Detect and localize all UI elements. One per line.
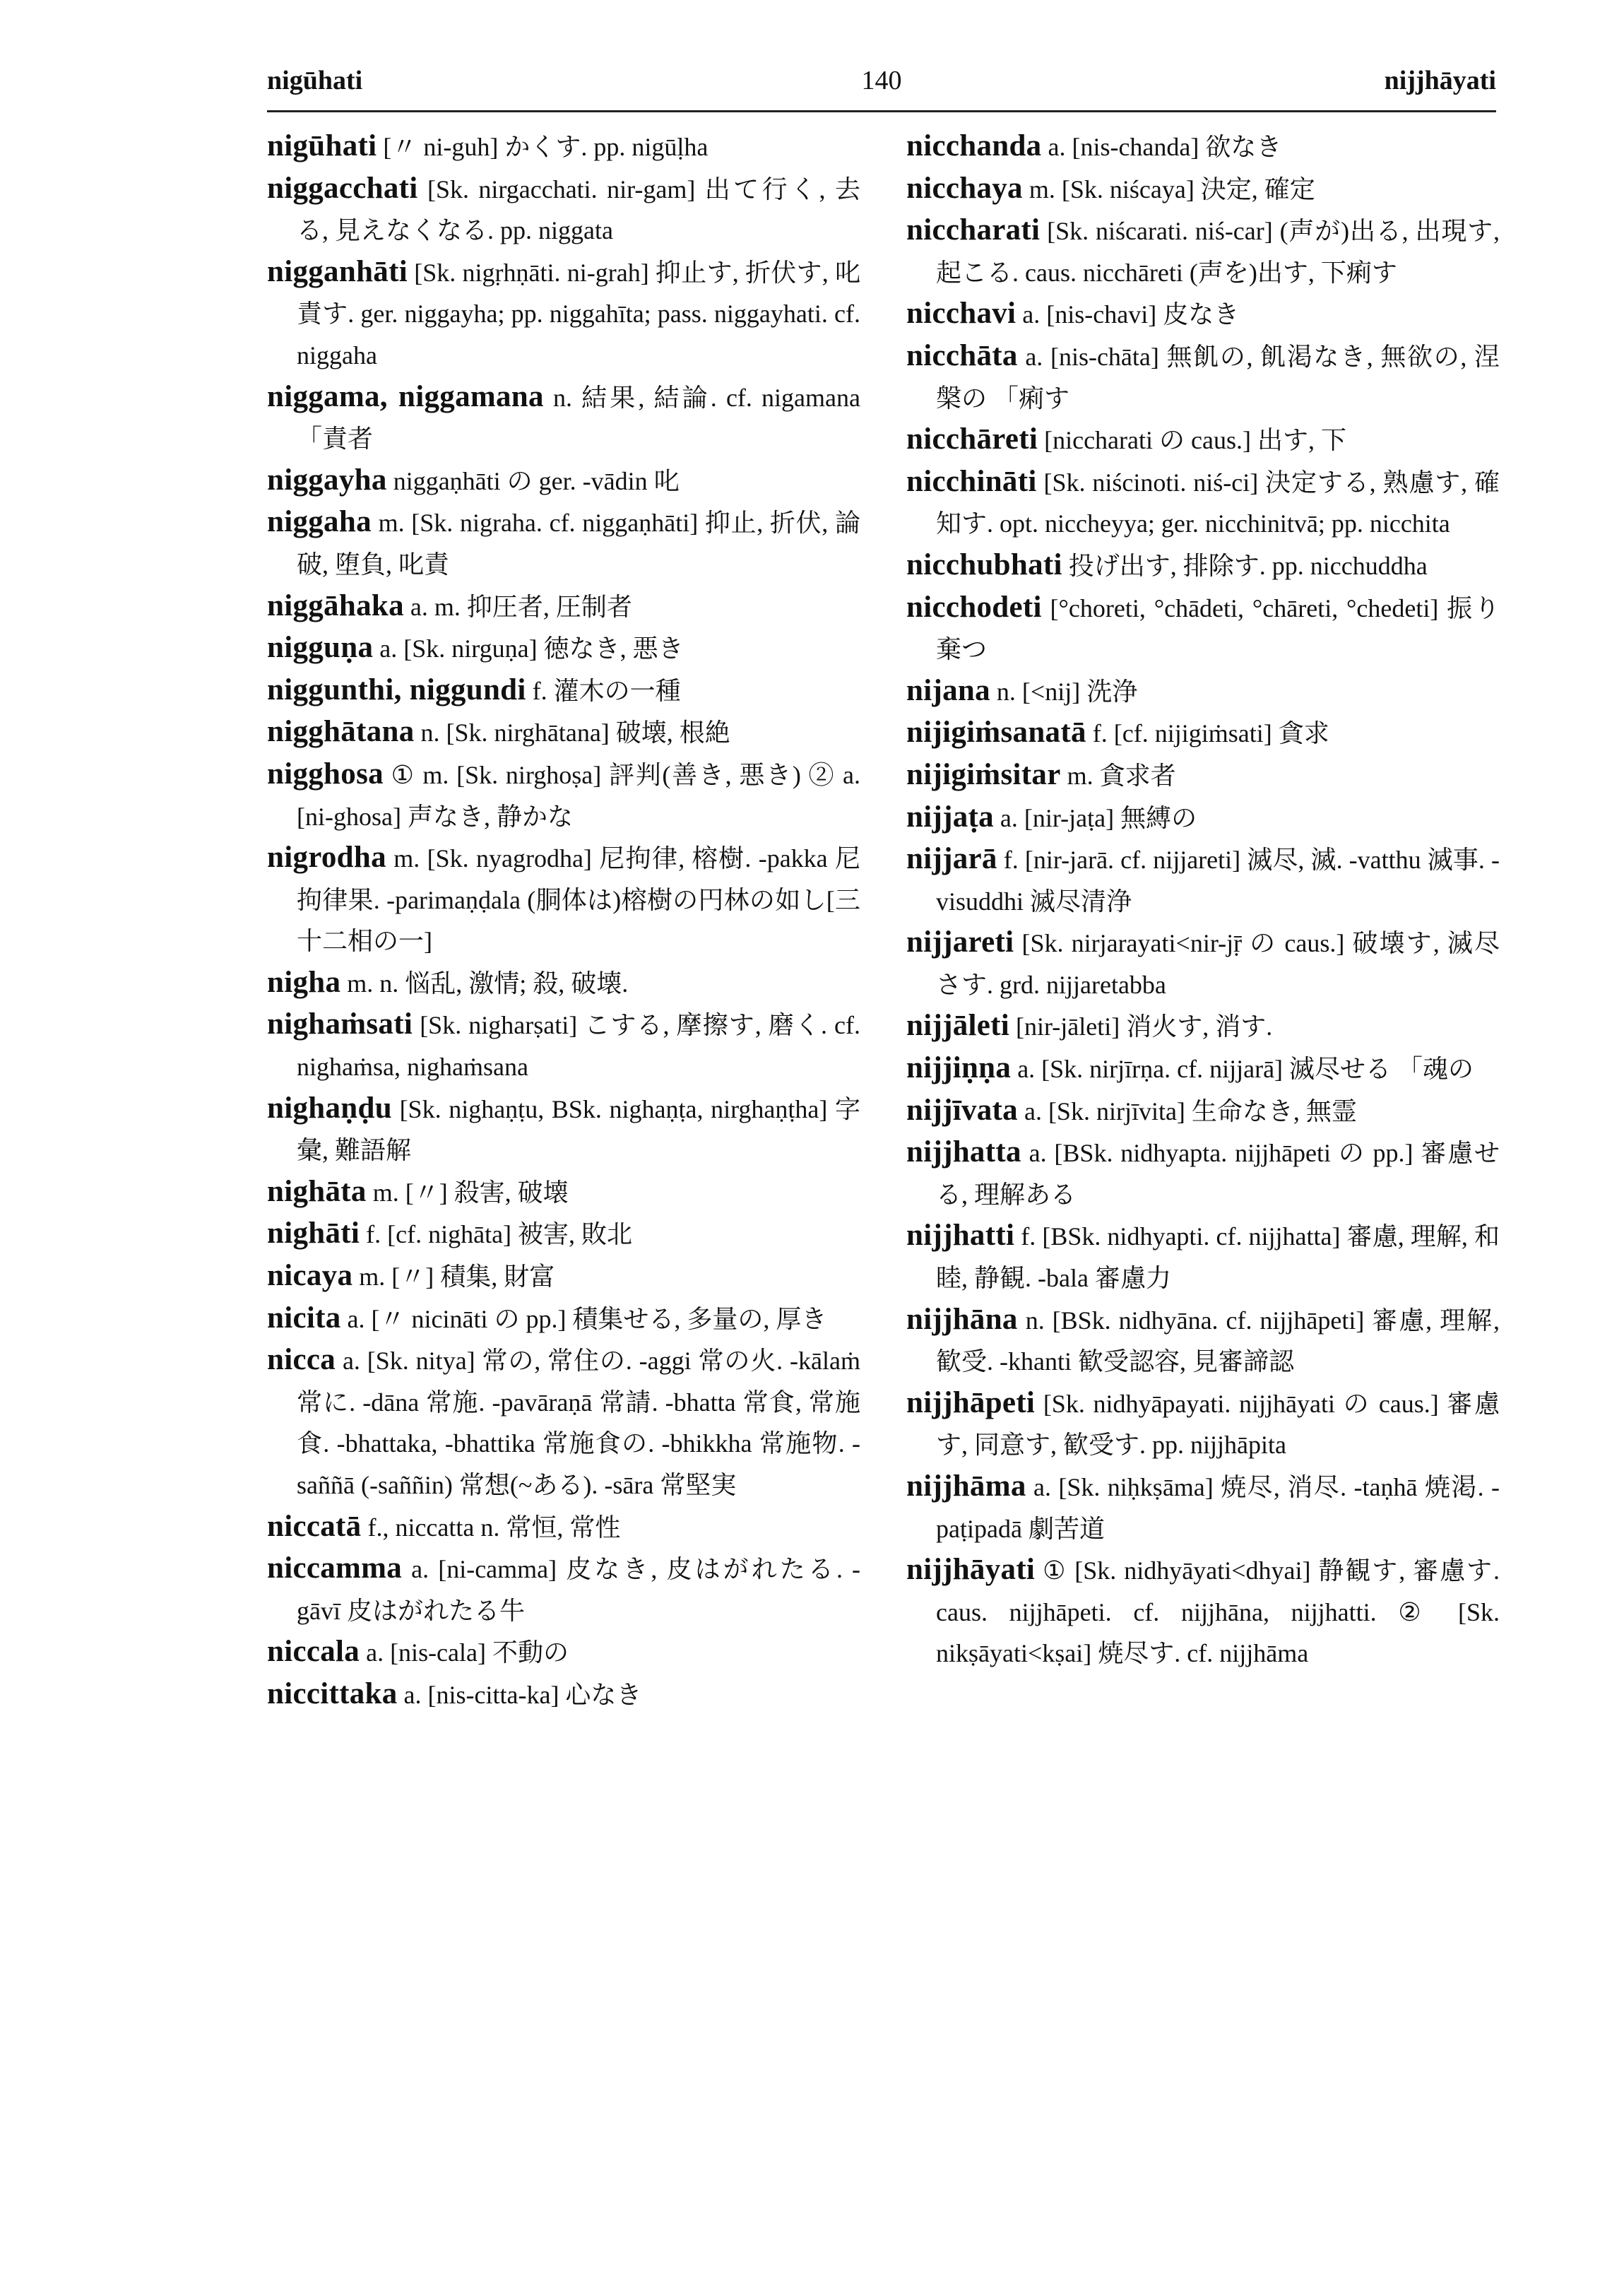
entry-headword: niggāhaka xyxy=(267,589,404,622)
dictionary-entry xyxy=(906,545,1500,587)
entry-headword: nighāta xyxy=(267,1174,367,1208)
entry-headword: nicchodeti xyxy=(906,590,1042,624)
left-column xyxy=(267,126,860,1716)
entry-definition: [Sk. nigṛhṇāti. ni-grah] 抑止す, 折伏す, 叱責す. ger. niggayha; pp. niggahīta; pass. niggayhati. cf. niggaha xyxy=(297,258,860,369)
dictionary-entry xyxy=(267,377,860,460)
dictionary-entry xyxy=(267,837,860,962)
dictionary-entry xyxy=(906,1048,1500,1090)
dictionary-entry xyxy=(267,1631,860,1674)
dictionary-entry xyxy=(267,1004,860,1087)
entry-definition: niggaṇhāti の ger. -vādin 叱 xyxy=(393,466,680,495)
entry-definition: n. [BSk. nidhyāna. cf. nijjhāpeti] 審慮, 理解, 歓受. -khanti 歓受認容, 見審諦認 xyxy=(936,1306,1500,1376)
entry-definition: [Sk. niścinoti. niś-ci] 決定する, 熟慮す, 確知す. opt. niccheyya; ger. nicchinitvā; pp. nicchita xyxy=(936,468,1500,538)
dictionary-entry xyxy=(906,336,1500,419)
entry-definition: n. [Sk. nirghātana] 破壊, 根絶 xyxy=(420,719,730,747)
entry-headword: nicchanda xyxy=(906,129,1042,162)
dictionary-entry xyxy=(267,586,860,628)
entry-definition: a. [nis-chāta] 無飢の, 飢渇なき, 無欲の, 涅槃の 「痢す xyxy=(936,342,1500,413)
entry-headword: nigūhati xyxy=(267,129,377,162)
dictionary-entry xyxy=(267,252,860,377)
dictionary-entry xyxy=(906,1549,1500,1674)
entry-headword: nijjīvata xyxy=(906,1093,1018,1127)
entry-headword: nicchaya xyxy=(906,171,1023,205)
dictionary-entry xyxy=(267,670,860,712)
entry-definition: f. [cf. nighāta] 被害, 敗北 xyxy=(366,1220,633,1249)
entry-headword: nigghātana xyxy=(267,715,415,749)
entry-headword: niccharati xyxy=(906,213,1041,247)
entry-headword: nicita xyxy=(267,1301,341,1335)
entry-headword: nijjhāma xyxy=(906,1470,1026,1503)
entry-definition: a. [Sk. nirjīvita] 生命なき, 無霊 xyxy=(1024,1096,1357,1125)
dictionary-entry xyxy=(906,670,1500,713)
entry-headword: niccamma xyxy=(267,1551,403,1585)
entry-definition: a. [nis-chavi] 皮なき xyxy=(1022,300,1240,329)
entry-definition: [Sk. nigharṣati] こする, 摩擦す, 磨く. cf. nighaṁsa, nighaṁsana xyxy=(297,1011,860,1082)
entry-headword: nijigiṁsitar xyxy=(906,757,1061,791)
dictionary-entry xyxy=(906,419,1500,461)
dictionary-entry xyxy=(906,839,1500,922)
entry-definition: f., niccatta n. 常恒, 常性 xyxy=(367,1513,621,1542)
dictionary-entry xyxy=(906,461,1500,545)
entry-headword: niggunthi, niggundi xyxy=(267,673,526,706)
entry-definition: [°choreti, °chādeti, °chāreti, °chedeti] 振り棄つ xyxy=(936,593,1500,664)
entry-definition: m. [Sk. niścaya] 決定, 確定 xyxy=(1029,175,1315,203)
entry-definition: f. [BSk. nidhyapti. cf. nijjhatta] 審慮, 理解, 和睦, 静観. -bala 審慮力 xyxy=(936,1222,1500,1293)
entry-headword: nigghosa xyxy=(267,757,384,791)
entry-definition: a. [nir-jaṭa] 無縛の xyxy=(1000,803,1197,832)
entry-headword: nijjhāpeti xyxy=(906,1385,1036,1419)
entry-headword: nicca xyxy=(267,1343,336,1377)
entry-headword: nijjhatta xyxy=(906,1135,1021,1169)
entry-definition: a. [Sk. nirjīrṇa. cf. nijjarā] 滅尽せる 「魂の xyxy=(1017,1055,1474,1084)
entry-definition: [nir-jāleti] 消火す, 消す. xyxy=(1016,1012,1273,1041)
dictionary-entry xyxy=(906,755,1500,797)
guide-word-right: nijjhāyati xyxy=(1384,66,1496,95)
dictionary-entry xyxy=(906,1466,1500,1549)
dictionary-entry xyxy=(267,1171,860,1214)
entry-headword: nigganhāti xyxy=(267,254,408,288)
dictionary-entry xyxy=(267,168,860,252)
entry-definition: a. [Sk. niḥkṣāma] 焼尽, 消尽. -taṇhā 焼渇. -paṭipadā 劇苦道 xyxy=(936,1473,1500,1543)
dictionary-entry xyxy=(906,1132,1500,1215)
dictionary-entry xyxy=(906,126,1500,168)
dictionary-entry xyxy=(906,712,1500,755)
entry-definition: ① [Sk. nidhyāyati<dhyai] 静観す, 審慮す. caus. nijjhāpeti. cf. nijjhāna, nijjhatti. ② [Sk. nikṣāyati<kṣai] 焼尽す. cf. nijjhāma xyxy=(936,1556,1500,1668)
dictionary-entry xyxy=(906,293,1500,336)
entry-headword: nicchavi xyxy=(906,297,1017,331)
dictionary-entry xyxy=(906,1383,1500,1466)
entry-headword: niccatā xyxy=(267,1509,362,1543)
entry-headword: nigha xyxy=(267,965,341,999)
dictionary-entry xyxy=(906,922,1500,1005)
entry-headword: nijjaṭa xyxy=(906,800,994,834)
dictionary-entry xyxy=(906,587,1500,670)
entry-headword: nijjhatti xyxy=(906,1219,1015,1253)
dictionary-entry xyxy=(906,1005,1500,1048)
entry-definition: a. [〃 nicināti の pp.] 積集せる, 多量の, 厚き xyxy=(347,1304,827,1333)
entry-definition: [〃 ni-guh] かくす. pp. nigūḷha xyxy=(383,133,709,161)
entry-headword: nigrodha xyxy=(267,841,386,875)
entry-definition: f. [nir-jarā. cf. nijjareti] 滅尽, 滅. -vatthu 滅事. -visuddhi 滅尽清浄 xyxy=(936,846,1500,916)
entry-headword: niccala xyxy=(267,1635,360,1669)
entry-headword: nicchubhati xyxy=(906,548,1062,581)
dictionary-entry xyxy=(267,1674,860,1716)
entry-headword: nigguṇa xyxy=(267,631,374,665)
entry-definition: m. [〃] 殺害, 破壊 xyxy=(372,1178,569,1207)
entry-definition: a. [ni-camma] 皮なき, 皮はがれたる. -gāvī 皮はがれたる牛 xyxy=(297,1555,861,1625)
dictionary-entry xyxy=(267,1506,860,1549)
dictionary-entry xyxy=(267,1548,860,1631)
entry-definition: a. [nis-cala] 不動の xyxy=(366,1638,569,1667)
entry-definition: [niccharati の caus.] 出す, 下 xyxy=(1044,426,1346,455)
entry-headword: nijjhāna xyxy=(906,1302,1018,1336)
entry-definition: [Sk. nirjarayati<nir-jṝ の caus.] 破壊す, 滅尽さす. grd. nijjaretabba xyxy=(936,929,1500,999)
entry-headword: nijjāleti xyxy=(906,1009,1009,1043)
entry-headword: nighāti xyxy=(267,1217,360,1251)
entry-definition: a. [Sk. nirguṇa] 徳なき, 悪き xyxy=(379,634,684,663)
entry-headword: nighaṁsati xyxy=(267,1007,413,1041)
entry-definition: a. [Sk. nitya] 常の, 常住の. -aggi 常の火. -kālaṁ 常に. -dāna 常施. -pavāraṇā 常請. -bhatta 常食, 常施食. -bhattaka, -bhattika 常施食の. -bhikkha 常施物. -saññā (-saññin) 常想(~ある). -sāra 常堅実 xyxy=(297,1347,860,1499)
dictionary-entry xyxy=(906,168,1500,211)
dictionary-entry xyxy=(906,1215,1500,1299)
dictionary-entry xyxy=(906,797,1500,839)
dictionary-entry xyxy=(267,126,860,168)
entry-headword: niggayha xyxy=(267,463,387,497)
entry-headword: nijjareti xyxy=(906,926,1014,959)
entry-headword: nighaṇḍu xyxy=(267,1091,392,1125)
entry-definition: n. 結果, 結論. cf. nigamana 「責者 xyxy=(297,383,860,454)
dictionary-entry xyxy=(267,460,860,502)
entry-definition: m. [〃] 積集, 財富 xyxy=(359,1263,555,1291)
entry-definition: [Sk. nirgacchati. nir-gam] 出て行く, 去る, 見えなくなる. pp. niggata xyxy=(297,175,861,245)
entry-definition: a. [nis-chanda] 欲なき xyxy=(1048,133,1282,161)
page-number: 140 xyxy=(861,66,902,95)
entry-definition: [Sk. nighaṇṭu, BSk. nighaṇṭa, nirghaṇṭha] 字彙, 難語解 xyxy=(297,1094,860,1165)
entry-definition: 投げ出す, 排除す. pp. nicchuddha xyxy=(1068,551,1428,580)
dictionary-entry xyxy=(906,210,1500,293)
entry-headword: nijana xyxy=(906,673,990,707)
entry-headword: nicchāreti xyxy=(906,422,1038,456)
dictionary-entry xyxy=(267,1213,860,1255)
entry-definition: a. [nis-citta-ka] 心なき xyxy=(403,1680,642,1709)
dictionary-entry xyxy=(906,1299,1500,1383)
entry-headword: nicchināti xyxy=(906,464,1037,498)
entry-definition: m. [Sk. nyagrodha] 尼拘律, 榕樹. -pakka 尼拘律果. -parimaṇḍala (胴体は)榕樹の円林の如し[三十二相の一] xyxy=(297,844,860,956)
entry-headword: niggaha xyxy=(267,505,372,539)
entry-definition: m. [Sk. nigraha. cf. niggaṇhāti] 抑止, 折伏, 論破, 堕負, 叱責 xyxy=(297,509,860,579)
entry-definition: m. 貪求者 xyxy=(1067,761,1176,790)
entry-definition: f. [cf. nijigiṁsati] 貪求 xyxy=(1092,719,1329,748)
entry-headword: nicchāta xyxy=(906,338,1018,372)
guide-word-left: nigūhati xyxy=(267,66,363,95)
dictionary-entry xyxy=(267,627,860,670)
entry-headword: nicaya xyxy=(267,1259,353,1293)
dictionary-entry xyxy=(267,1088,860,1171)
entry-headword: niggacchati xyxy=(267,171,418,205)
dictionary-entry xyxy=(906,1090,1500,1133)
dictionary-entry xyxy=(267,1340,860,1506)
entry-definition: m. n. 悩乱, 激情; 殺, 破壊. xyxy=(347,969,629,998)
entry-headword: nijjiṇṇa xyxy=(906,1051,1012,1085)
dictionary-entry xyxy=(267,711,860,754)
entry-headword: niggama, niggamana xyxy=(267,379,544,413)
dictionary-entry xyxy=(267,1298,860,1340)
header-rule xyxy=(267,110,1496,112)
entry-headword: nijjarā xyxy=(906,842,997,876)
dictionary-entry xyxy=(267,1255,860,1298)
entry-definition: f. 灌木の一種 xyxy=(532,676,681,705)
entry-definition: [Sk. nidhyāpayati. nijjhāyati の caus.] 審慮す, 同意す, 歓受す. pp. nijjhāpita xyxy=(936,1389,1500,1460)
entry-definition: a. m. 抑圧者, 圧制者 xyxy=(410,592,632,621)
entry-headword: niccittaka xyxy=(267,1677,398,1710)
entry-definition: n. [<nij] 洗浄 xyxy=(996,677,1138,706)
dictionary-entry xyxy=(267,502,860,585)
entry-headword: nijigiṁsanatā xyxy=(906,716,1086,750)
entry-headword: nijjhāyati xyxy=(906,1553,1036,1587)
right-column xyxy=(906,126,1500,1674)
dictionary-entry xyxy=(267,962,860,1005)
entry-definition: a. [BSk. nidhyapta. nijjhāpeti の pp.] 審慮せる, 理解ある xyxy=(936,1139,1500,1209)
dictionary-entry xyxy=(267,754,860,837)
entry-definition: ① m. [Sk. nirghoṣa] 評判(善き, 悪き) ② a. [ni-ghosa] 声なき, 静かな xyxy=(297,760,861,831)
entry-definition: [Sk. niścarati. niś-car] (声が)出る, 出現す, 起こる. caus. nicchāreti (声を)出す, 下痢す xyxy=(936,217,1500,287)
page-header xyxy=(267,65,1496,107)
